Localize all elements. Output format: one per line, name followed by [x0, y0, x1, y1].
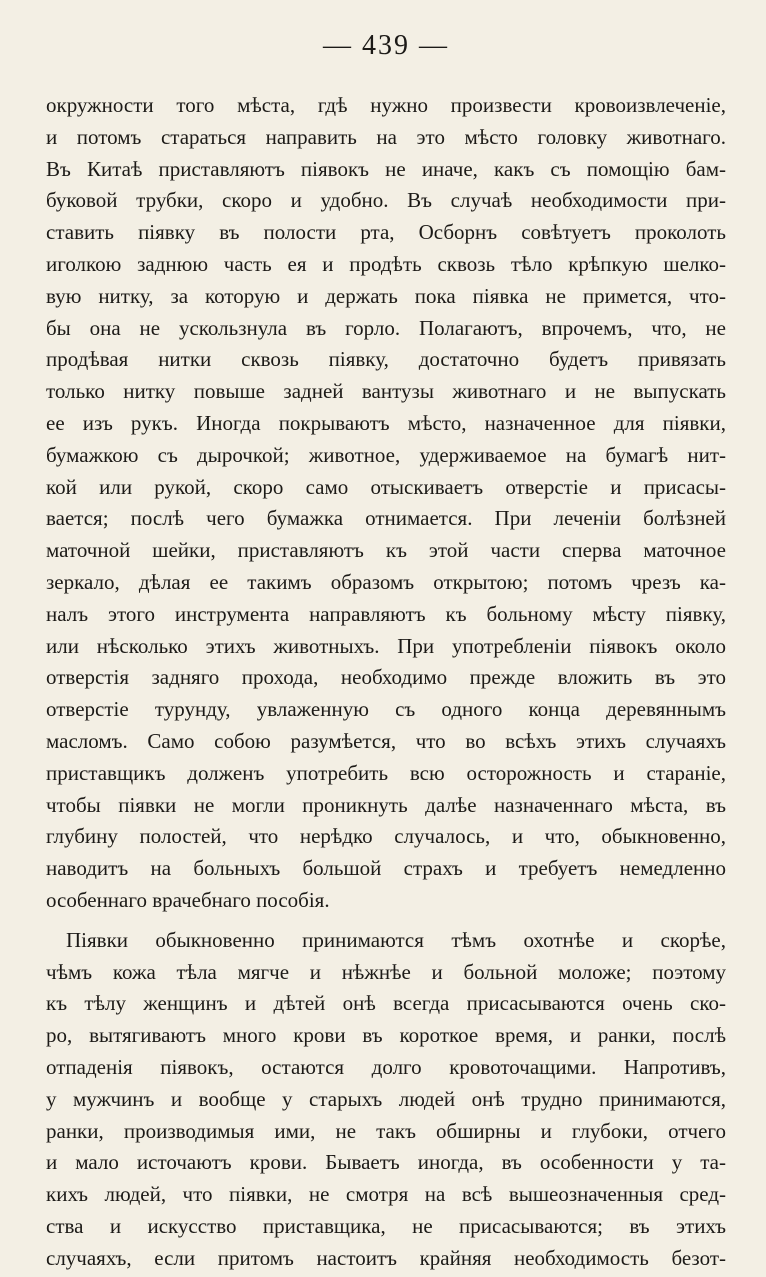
text-line: ства и искусство приставщика, не присасываются; въ этихъ: [46, 1213, 726, 1238]
text-line: и потомъ стараться направить на это мѣсто головку животнаго.: [46, 124, 726, 149]
text-line: случаяхъ, если притомъ настоитъ крайняя необходимость безот-: [46, 1245, 726, 1270]
text-line: у мужчинъ и вообще у старыхъ людей онѣ трудно принимаются,: [46, 1086, 726, 1111]
text-line: чѣмъ кожа тѣла мягче и нѣжнѣе и больной моложе; поэтому: [46, 959, 726, 984]
text-line: отверстiе турунду, увлаженную съ одного конца деревяннымъ: [46, 697, 726, 722]
text-line: ро, вытягиваютъ много крови въ короткое время, и ранки, послѣ: [46, 1023, 726, 1048]
text-line: кихъ людей, что пiявки, не смотря на всѣ вышеозначенныя сред-: [46, 1182, 726, 1207]
page-number: — 439 —: [323, 30, 449, 61]
text-line: Въ Китаѣ приставляютъ пiявокъ не иначе, какъ съ помощiю бам-: [46, 156, 726, 181]
text-line: вую нитку, за которую и держать пока пiявка не примется, что-: [46, 283, 726, 308]
text-line: наводитъ на больныхъ большой страхъ и требуетъ немедленно: [46, 856, 726, 881]
text-line: Пiявки обыкновенно принимаются тѣмъ охотнѣе и скорѣе,: [66, 927, 726, 952]
text-line: или нѣсколько этихъ животныхъ. При употребленiи пiявокъ около: [46, 633, 726, 658]
text-line: маточной шейки, приставляютъ къ этой части сперва маточное: [46, 538, 726, 563]
paragraph-1: [46, 90, 726, 917]
text-line: къ тѣлу женщинъ и дѣтей онѣ всегда присасываются очень ско-: [46, 991, 726, 1016]
text-line: только нитку повыше задней вантузы животнаго и не выпускать: [46, 379, 726, 404]
text-line: ее изъ рукъ. Иногда покрываютъ мѣсто, назначенное для пiявки,: [46, 410, 726, 435]
text-line: буковой трубки, скоро и удобно. Въ случаѣ необходимости при-: [46, 188, 726, 213]
text-line: отпаденiя пiявокъ, остаются долго кровоточащими. Напротивъ,: [46, 1054, 726, 1079]
text-line: окружности того мѣста, гдѣ нужно произвести кровоизвлеченiе,: [46, 93, 726, 117]
text-line: особеннаго врачебнаго пособiя.: [46, 887, 330, 912]
text-line: иголкою заднюю часть ея и продѣть сквозь тѣло крѣпкую шелко-: [46, 251, 726, 276]
paragraph-2: [46, 925, 726, 1275]
text-line: отверстiя задняго прохода, необходимо прежде вложить въ это: [46, 665, 726, 690]
text-line: продѣвая нитки сквозь пiявку, достаточно будетъ привязать: [46, 347, 726, 372]
text-line: приставщикъ долженъ употребить всю осторожность и старанiе,: [46, 760, 726, 785]
text-line: чтобы пiявки не могли проникнуть далѣе назначеннаго мѣста, въ: [46, 792, 726, 817]
text-line: ранки, производимыя ими, не такъ обширны и глубоки, отчего: [46, 1118, 726, 1143]
text-line: вается; послѣ чего бумажка отнимается. При леченiи болѣзней: [46, 506, 726, 531]
text-line: зеркало, дѣлая ее такимъ образомъ открытою; потомъ чрезъ ка-: [46, 569, 726, 594]
text-line: и мало источаютъ крови. Бываетъ иногда, въ особенности у та-: [46, 1150, 726, 1175]
text-line: бумажкою съ дырочкой; животное, удерживаемое на бумагѣ нит-: [46, 442, 726, 467]
text-line: глубину полостей, что нерѣдко случалось, и что, обыкновенно,: [46, 824, 726, 849]
text-line: масломъ. Само собою разумѣется, что во всѣхъ этихъ случаяхъ: [46, 728, 726, 753]
text-line: ставить пiявку въ полости рта, Осборнъ совѣтуетъ проколоть: [46, 220, 726, 245]
text-line: налъ этого инструмента направляютъ къ больному мѣсту пiявку,: [46, 601, 726, 626]
text-line: кой или рукой, скоро само отыскиваетъ отверстiе и присасы-: [46, 474, 726, 499]
text-line: бы она не ускользнула въ горло. Полагаютъ, впрочемъ, что, не: [46, 315, 726, 340]
